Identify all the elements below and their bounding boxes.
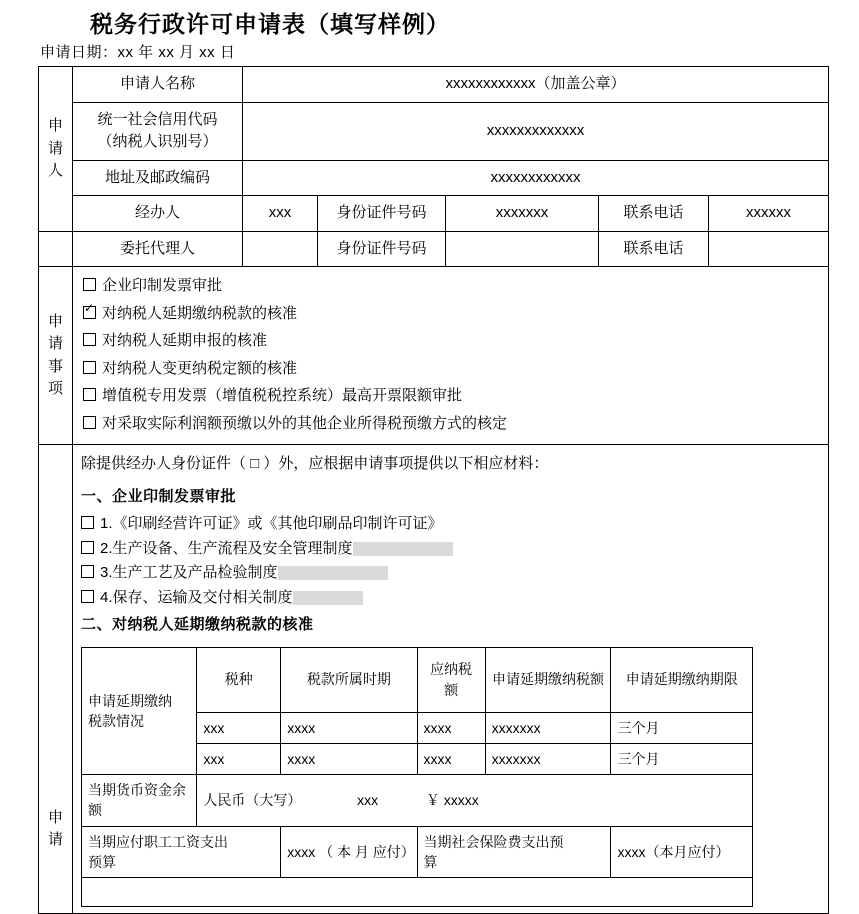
- list-item[interactable]: [81, 301, 820, 329]
- label-char: 请: [47, 139, 63, 157]
- handler-phone-label: 联系电话: [599, 196, 709, 232]
- checkbox-checked-icon[interactable]: [83, 306, 96, 319]
- redaction-bar: [293, 591, 363, 605]
- agent-id-label: 身份证件号码: [318, 231, 446, 267]
- table-row: [39, 445, 829, 914]
- checkbox-icon[interactable]: [81, 590, 94, 603]
- label-char: 项: [47, 380, 63, 397]
- table-row: [39, 196, 829, 232]
- table-cell-empty: [82, 878, 753, 907]
- credit-code-label: [73, 102, 243, 160]
- label-char: 请: [47, 831, 63, 849]
- matter-label: 企业印制发票审批: [102, 277, 223, 294]
- list-item[interactable]: [81, 273, 820, 301]
- label-char: 申: [47, 808, 63, 826]
- matter-label: 增值税专用发票（增值税税控系统）最高开票限额审批: [102, 387, 463, 404]
- amount-cn: xxx: [357, 792, 379, 809]
- salary-label-line1: 当期应付职工工资支出: [88, 833, 228, 850]
- table-cell: xxxx: [281, 712, 417, 743]
- checkbox-icon[interactable]: [83, 416, 96, 429]
- handler-value: xxx: [243, 196, 318, 232]
- list-item[interactable]: [81, 561, 820, 586]
- table-row: [39, 102, 829, 160]
- applicant-name-label: 申请人名称: [73, 67, 243, 103]
- column-header: 应纳税额: [417, 647, 485, 712]
- matter-label: 对纳税人延期缴纳税款的核准: [102, 304, 298, 322]
- list-item[interactable]: [81, 328, 820, 356]
- table-cell: 三个月: [611, 743, 753, 774]
- section-label-spacer: [39, 231, 73, 267]
- table-row: [39, 160, 829, 196]
- address-label: 地址及邮政编码: [73, 160, 243, 196]
- table-row: [82, 826, 753, 878]
- section-label-materials: [39, 445, 73, 914]
- table-cell: xxxx: [281, 743, 417, 774]
- application-form-table: [38, 66, 829, 914]
- insurance-label-line1: 当期社会保险费支出预: [423, 833, 564, 850]
- table-row: [39, 67, 829, 103]
- table-row: [82, 775, 753, 827]
- agent-id-value: [446, 231, 599, 267]
- material-label: 4.保存、运输及交付相关制度: [100, 588, 293, 606]
- page-title: 税务行政许可申请表（填写样例）: [90, 12, 450, 37]
- credit-code-label-line1: 统一社会信用代码: [97, 110, 218, 128]
- table-cell: xxxxxxx: [485, 712, 611, 743]
- matter-label: 对采取实际利润额预缴以外的其他企业所得税预缴方式的核定: [102, 414, 508, 432]
- checkbox-icon[interactable]: [83, 388, 96, 401]
- label-char: 人: [47, 162, 63, 179]
- deferred-tax-table: [81, 647, 753, 908]
- document-page: [0, 6, 859, 870]
- redaction-bar: [278, 566, 388, 580]
- salary-budget-label: [82, 826, 281, 878]
- insurance-budget-value: xxxx（本月应付）: [611, 826, 753, 878]
- handler-label: 经办人: [73, 196, 243, 232]
- deferred-tax-left-label: [82, 647, 197, 775]
- table-row: [39, 267, 829, 445]
- checkbox-icon[interactable]: [83, 278, 96, 291]
- material-label: 3.生产工艺及产品检验制度: [100, 564, 278, 581]
- label-char: 事: [47, 357, 63, 375]
- list-item[interactable]: [81, 356, 820, 384]
- handler-id-value: xxxxxxx: [446, 196, 599, 232]
- balance-label: 当期货币资金余额: [82, 775, 197, 827]
- salary-budget-value: xxxx （ 本 月 应付）: [281, 826, 417, 878]
- handler-id-label: 身份证件号码: [318, 196, 446, 232]
- list-item[interactable]: [81, 383, 820, 411]
- list-item[interactable]: [81, 586, 820, 611]
- table-cell: xxxx: [417, 743, 485, 774]
- checkbox-icon[interactable]: [81, 516, 94, 529]
- materials-intro: 除提供经办人身份证件（ □ ）外，应根据申请事项提供以下相应材料：: [81, 455, 549, 472]
- agent-value: [243, 231, 318, 267]
- currency-label: 人民币（大写）: [203, 792, 302, 809]
- address-value: xxxxxxxxxxxx: [243, 160, 829, 196]
- apply-date-line: 申请日期：xx 年 xx 月 xx 日: [40, 44, 236, 61]
- insurance-budget-label: [417, 826, 611, 878]
- matter-label: 对纳税人延期申报的核准: [102, 332, 268, 349]
- salary-label-line2: 预算: [88, 853, 116, 870]
- agent-phone-value: [709, 231, 829, 267]
- material-label: 1.《印刷经营许可证》或《其他印刷品印制许可证》: [100, 515, 443, 532]
- column-header: 申请延期缴纳期限: [611, 647, 753, 712]
- column-header: 税种: [197, 647, 281, 712]
- table-row: [39, 231, 829, 267]
- insurance-label-line2: 算: [423, 853, 438, 870]
- checkbox-icon[interactable]: [81, 541, 94, 554]
- table-row: [82, 878, 753, 907]
- materials-section-one-title: 一、企业印制发票审批: [81, 487, 237, 505]
- label-char: 申: [47, 312, 63, 330]
- credit-code-label-line2: （纳税人识别号）: [97, 133, 218, 150]
- table-cell: xxxxxxx: [485, 743, 611, 774]
- agent-label: 委托代理人: [73, 231, 243, 267]
- materials-cell: [73, 445, 829, 914]
- label-char: 请: [47, 335, 63, 352]
- redaction-bar: [353, 542, 453, 556]
- handler-phone-value: xxxxxx: [709, 196, 829, 232]
- matters-checkbox-list: [73, 267, 829, 445]
- material-label: 2.生产设备、生产流程及安全管理制度: [100, 539, 353, 557]
- left-label-line1: 申请延期缴纳: [88, 692, 172, 709]
- materials-section-two-title: 二、对纳税人延期缴纳税款的核准: [81, 616, 314, 633]
- table-cell: 三个月: [611, 712, 753, 743]
- table-row: [82, 647, 753, 712]
- list-item[interactable]: [81, 537, 820, 562]
- checkbox-icon[interactable]: [83, 333, 96, 346]
- balance-values: [197, 775, 753, 827]
- label-char: 申: [47, 117, 63, 134]
- credit-code-value: xxxxxxxxxxxxx: [243, 102, 829, 160]
- amount-num: ￥ xxxxx: [425, 792, 479, 809]
- matter-label: 对纳税人变更纳税定额的核准: [102, 359, 298, 377]
- table-cell: xxx: [197, 743, 281, 774]
- left-label-line2: 税款情况: [88, 712, 144, 729]
- list-item[interactable]: [81, 411, 820, 439]
- agent-phone-label: 联系电话: [599, 231, 709, 267]
- table-cell: xxx: [197, 712, 281, 743]
- column-header: 税款所属时期: [281, 647, 417, 712]
- applicant-name-value: xxxxxxxxxxxx（加盖公章）: [243, 67, 829, 103]
- checkbox-icon[interactable]: [81, 565, 94, 578]
- section-label-applicant: [39, 67, 73, 232]
- table-cell: xxxx: [417, 712, 485, 743]
- checkbox-icon[interactable]: [83, 361, 96, 374]
- column-header: 申请延期缴纳税额: [485, 647, 611, 712]
- list-item[interactable]: [81, 512, 820, 537]
- section-label-matters: [39, 267, 73, 445]
